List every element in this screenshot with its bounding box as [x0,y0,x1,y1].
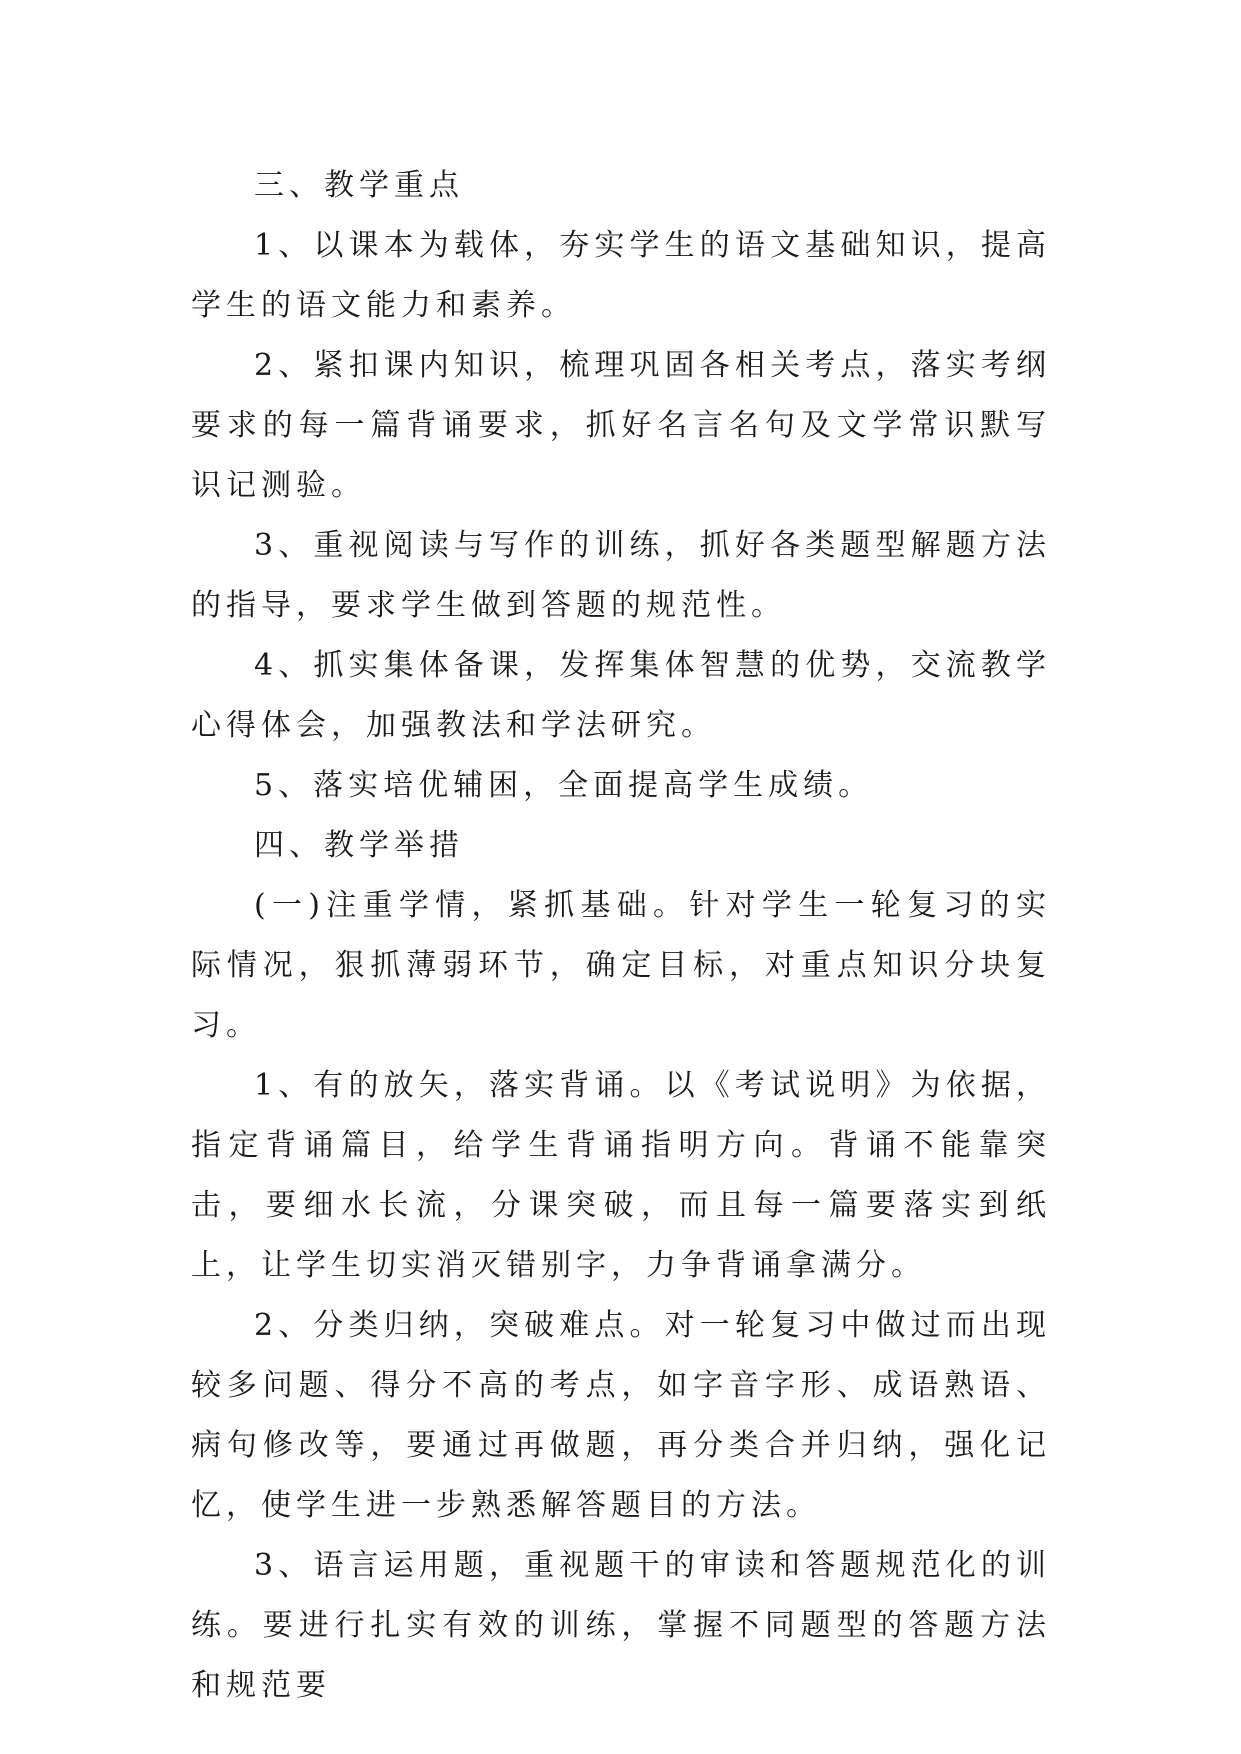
paragraph-focus-1: 1、以课本为载体，夯实学生的语文基础知识，提高学生的语文能力和素养。 [191,228,1051,323]
paragraph-measures-2: 2、分类归纳，突破难点。对一轮复习中做过而出现较多问题、得分不高的考点，如字音字形、成语熟语、病句修改等，要通过再做题，再分类合并归纳，强化记忆，使学生进一步熟悉解答题目的方法。 [191,1308,1051,1523]
paragraph-measures-1: 1、有的放矢，落实背诵。以《考试说明》为依据，指定背诵篇目，给学生背诵指明方向。背诵不能靠突击，要细水长流，分课突破，而且每一篇要落实到纸上，让学生切实消灭错别字，力争背诵拿满分。 [191,1068,1051,1283]
paragraph-focus-3: 3、重视阅读与写作的训练，抓好各类题型解题方法的指导，要求学生做到答题的规范性。 [191,528,1051,623]
paragraph-focus-4: 4、抓实集体备课，发挥集体智慧的优势，交流教学心得体会，加强教法和学法研究。 [191,648,1051,743]
document-body [191,156,1051,1716]
paragraph-measures-3: 3、语言运用题，重视题干的审读和答题规范化的训练。要进行扎实有效的训练，掌握不同题型的答题方法和规范要 [191,1548,1051,1703]
section-heading-teaching-focus: 三、教学重点 [254,168,464,203]
section-heading-teaching-measures: 四、教学举措 [254,828,464,863]
paragraph-focus-5: 5、落实培优辅困，全面提高学生成绩。 [254,768,874,803]
paragraph-measures-intro: (一)注重学情，紧抓基础。针对学生一轮复习的实际情况，狠抓薄弱环节，确定目标，对重点知识分块复习。 [191,888,1051,1043]
paragraph-focus-2: 2、紧扣课内知识，梳理巩固各相关考点，落实考纲要求的每一篇背诵要求，抓好名言名句及文学常识默写识记测验。 [191,348,1051,503]
